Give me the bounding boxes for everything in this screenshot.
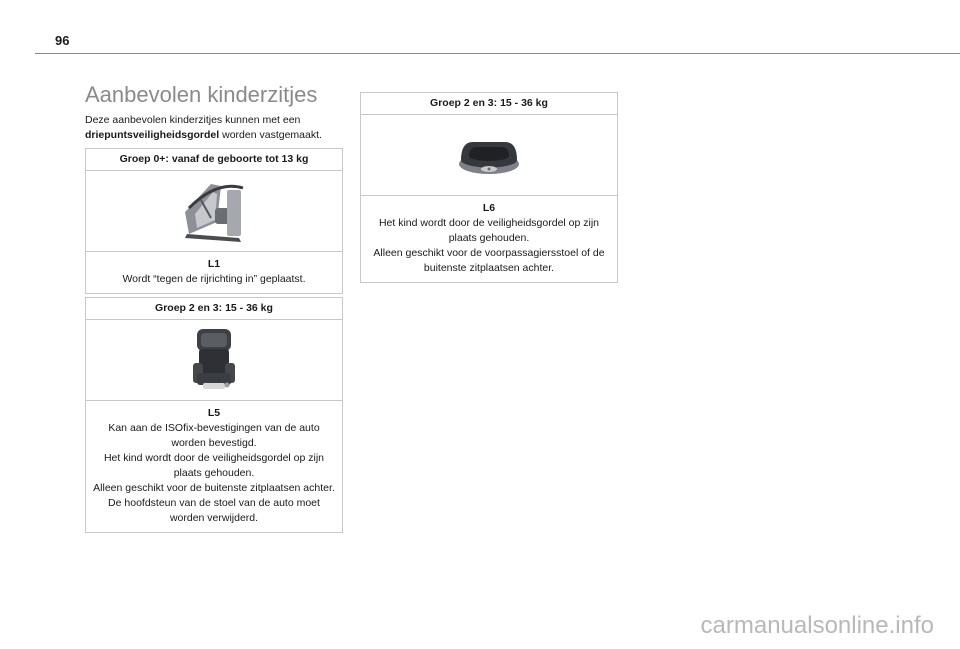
description-line: De hoofdsteun van de stoel van de auto moet worden verwijderd. — [108, 497, 320, 524]
child-seat-card-l6 — [360, 92, 618, 283]
description-line: Kan aan de ISOfix-bevestigingen van de auto worden bevestigd. — [108, 422, 320, 449]
seat-code: L1 — [207, 258, 221, 270]
card-image — [86, 320, 342, 401]
seat-code: L5 — [207, 407, 221, 419]
header-divider — [35, 53, 960, 54]
description-line: Het kind wordt door de veiligheidsgordel op zijn plaats gehouden. — [103, 452, 325, 479]
card-description — [86, 401, 342, 532]
intro-text-bold: driepuntsveiligheidsgordel — [85, 129, 220, 141]
card-image — [361, 115, 617, 196]
child-seat-card-l1 — [85, 148, 343, 294]
seat-code: L6 — [482, 202, 496, 214]
infant-carrier-seat-icon — [181, 178, 247, 244]
intro-text-end: worden vastgemaakt. — [219, 129, 322, 141]
intro-text-start: Deze aanbevolen kinderzitjes kunnen met een — [85, 114, 301, 126]
card-header: Groep 0+: vanaf de geboorte tot 13 kg — [86, 149, 342, 171]
booster-cushion-icon — [457, 134, 521, 176]
description-line: Alleen geschikt voor de buitenste zitplaatsen achter. — [93, 482, 335, 494]
section-intro — [85, 113, 347, 143]
card-description — [86, 252, 342, 293]
card-image — [86, 171, 342, 252]
child-seat-card-l5 — [85, 297, 343, 533]
site-watermark: carmanualsonline.info — [700, 612, 934, 639]
card-header: Groep 2 en 3: 15 - 36 kg — [86, 298, 342, 320]
card-header: Groep 2 en 3: 15 - 36 kg — [361, 93, 617, 115]
high-back-booster-seat-icon — [189, 327, 239, 393]
page-number: 96 — [55, 33, 70, 48]
description-line: Het kind wordt door de veiligheidsgordel op zijn plaats gehouden. — [378, 217, 600, 244]
description-line: Wordt “tegen de rijrichting in” geplaatst. — [122, 273, 306, 285]
card-description — [361, 196, 617, 282]
description-line: Alleen geschikt voor de voorpassagiersstoel of de buitenste zitplaatsen achter. — [373, 247, 605, 274]
section-title: Aanbevolen kinderzitjes — [85, 82, 318, 107]
